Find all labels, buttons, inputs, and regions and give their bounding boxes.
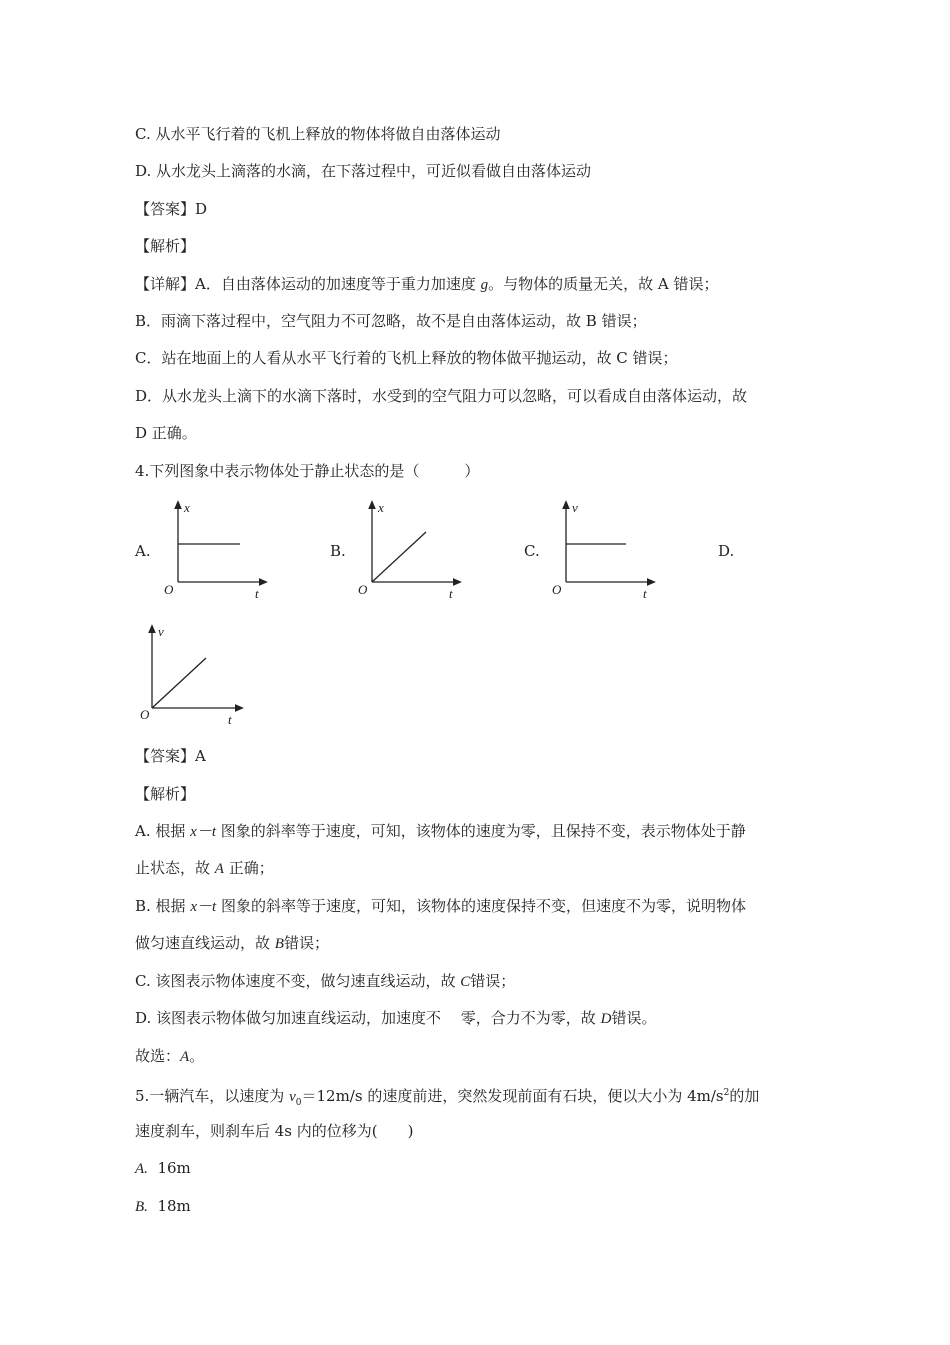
x-axis-label: t — [449, 586, 453, 601]
graph-line — [152, 658, 206, 708]
q4-stem: 4.下列图象中表示物体处于静止状态的是（ ） — [135, 462, 480, 480]
y-axis-label: v — [158, 624, 164, 639]
q3-analysis-title: 【解析】 — [135, 237, 196, 255]
q5-stem-line2: 速度刹车，则刹车后 4s 内的位移为( ) — [135, 1122, 414, 1140]
q4-answer: 【答案】A — [135, 747, 206, 765]
q4-analysis-b-line1: B. 根据 x－t 图象的斜率等于速度，可知，该物体的速度保持不变，但速度不为零，说明物体 — [135, 897, 746, 915]
q4-analysis-a-line2: 止状态，故 A 正确； — [135, 859, 274, 877]
q3-detail-c: C．站在地面上的人看从水平飞行着的飞机上释放的物体做平抛运动，故 C 错误； — [135, 349, 678, 367]
y-axis-label: x — [184, 500, 190, 515]
q3-option-d: D. 从水龙头上滴落的水滴，在下落过程中，可近似看做自由落体运动 — [135, 162, 592, 180]
q4-graph-b — [354, 498, 464, 602]
q4-analysis-title: 【解析】 — [135, 785, 196, 803]
q5-option-a: A. 16m — [135, 1159, 191, 1177]
q4-option-c-label: C. — [524, 542, 540, 560]
y-axis-label: x — [378, 500, 384, 515]
graph-line — [372, 532, 426, 582]
q4-analysis-c: C. 该图表示物体速度不变，做匀速直线运动，故 C错误； — [135, 972, 516, 990]
q4-analysis-b-line2: 做匀速直线运动，故 B错误； — [135, 934, 329, 952]
x-axis-label: t — [255, 586, 259, 601]
q3-detail-a: 【详解】A．自由落体运动的加速度等于重力加速度 g。与物体的质量无关，故 A 错误； — [135, 275, 719, 293]
x-axis-label: t — [643, 586, 647, 601]
q3-answer: 【答案】D — [135, 200, 208, 218]
q4-graph-c — [548, 498, 658, 602]
q5-stem-line1: 5.一辆汽车，以速度为 $v_0=12m/s$ 的速度前进，突然发现前面有石块，便以大小为 $4m/s^2$的加 — [135, 1087, 760, 1108]
q4-graph-d — [136, 622, 246, 726]
y-axis-label: v — [572, 500, 578, 515]
q4-analysis-d: D. 该图表示物体做匀加速直线运动，加速度不 零，合力不为零，故 D错误。 — [135, 1009, 657, 1027]
q4-choice: 故选：A。 — [135, 1047, 205, 1065]
x-axis-label: t — [228, 712, 232, 726]
q3-detail-d-line1: D．从水龙头上滴下的水滴下落时，水受到的空气阻力可以忽略，可以看成自由落体运动，故 — [135, 387, 748, 405]
q4-graph-a — [160, 498, 270, 602]
origin-label: O — [140, 707, 150, 722]
origin-label: O — [358, 582, 368, 597]
origin-label: O — [552, 582, 562, 597]
q4-option-b-label: B. — [330, 542, 346, 560]
q3-detail-b: B．雨滴下落过程中，空气阻力不可忽略，故不是自由落体运动，故 B 错误； — [135, 312, 647, 330]
origin-label: O — [164, 582, 174, 597]
q4-analysis-a-line1: A. 根据 x－t 图象的斜率等于速度，可知，该物体的速度为零，且保持不变，表示物体处于静 — [135, 822, 746, 840]
q3-detail-d-line2: D 正确。 — [135, 424, 197, 442]
q5-option-b: B. 18m — [135, 1197, 191, 1215]
q3-option-c: C. 从水平飞行着的飞机上释放的物体将做自由落体运动 — [135, 125, 501, 143]
q4-option-d-label: D. — [718, 542, 735, 560]
q4-option-a-label: A. — [135, 542, 151, 560]
